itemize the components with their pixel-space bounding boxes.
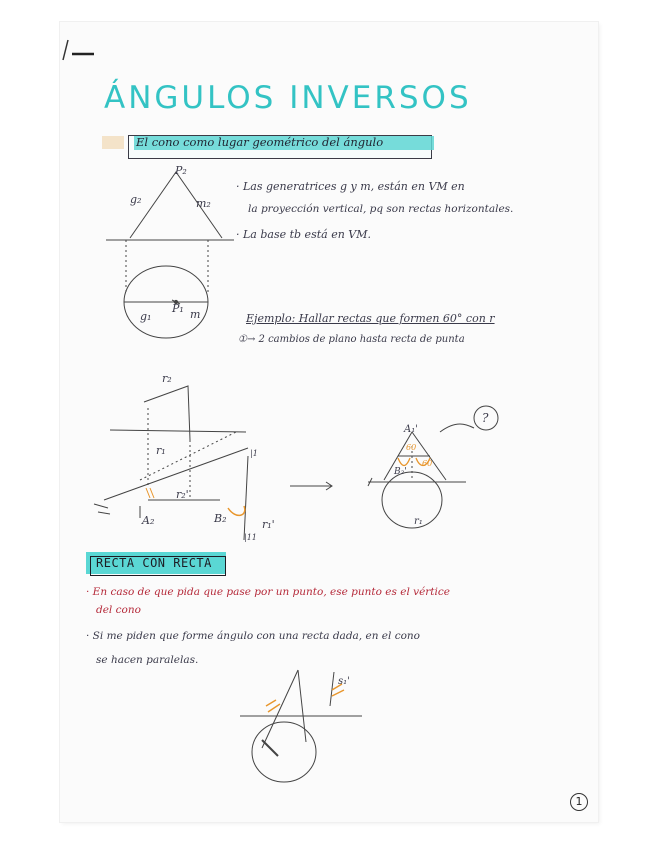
label-sixty-2: 60 bbox=[422, 459, 433, 468]
note-line-1a: · Las generatrices g y m, están en VM en bbox=[236, 180, 465, 193]
label-plane-2: |11 bbox=[244, 533, 257, 542]
example-line-1: Ejemplo: Hallar rectas que formen 60° con r bbox=[246, 312, 495, 325]
orange-mark-b2 bbox=[228, 506, 245, 515]
label-b2: B₂ bbox=[214, 512, 227, 525]
label-sixty-1: 60 bbox=[406, 443, 417, 452]
result-cone-diagram bbox=[368, 406, 498, 528]
example-line-2: ①→ 2 cambios de plano hasta recta de punta bbox=[238, 334, 465, 345]
label-b2-prime: B₂' bbox=[394, 467, 407, 477]
arrow-icon bbox=[290, 482, 332, 490]
label-a2: A₂ bbox=[142, 514, 155, 527]
orange-parallel-marks-1 bbox=[266, 700, 280, 712]
label-p1: P₁ bbox=[172, 302, 184, 315]
rule-1-line-a: · En caso de que pida que pase por un punto, ese punto es el vértice bbox=[86, 586, 450, 598]
label-r1-prime: r₁' bbox=[262, 518, 275, 531]
label-r2: r₂ bbox=[162, 372, 172, 385]
label-p2: P₂ bbox=[175, 164, 187, 177]
label-r2-prime: r₂' bbox=[176, 488, 189, 501]
subtitle: El cono como lugar geométrico del ángulo bbox=[136, 135, 384, 149]
section-heading: RECTA CON RECTA bbox=[96, 556, 212, 570]
label-g1: g₁ bbox=[140, 310, 152, 323]
label-a1-prime: A₁' bbox=[404, 424, 418, 435]
rule-2-line-a: · Si me piden que forme ángulo con una recta dada, en el cono bbox=[86, 630, 420, 642]
cone-diagram bbox=[106, 172, 234, 338]
orange-ticks-a bbox=[146, 488, 154, 498]
label-s1-prime: s₁' bbox=[338, 676, 350, 687]
label-plane-1: |1 bbox=[250, 449, 258, 458]
label-question: ? bbox=[482, 411, 489, 425]
label-m1: m bbox=[190, 308, 201, 321]
label-r1: r₁ bbox=[156, 444, 166, 457]
label-g2: g₂ bbox=[130, 193, 142, 206]
page-number: 1 bbox=[570, 793, 588, 811]
note-line-2: · La base tb está en VM. bbox=[236, 228, 371, 241]
label-r1-result: r₁ bbox=[414, 516, 423, 527]
rule-1-line-b: del cono bbox=[96, 604, 141, 616]
note-line-1b: la proyección vertical, pq son rectas horizontales. bbox=[248, 203, 514, 215]
page-title: ÁNGULOS INVERSOS bbox=[104, 80, 472, 116]
rule-2-line-b: se hacen paralelas. bbox=[96, 654, 199, 666]
label-m2: m₂ bbox=[196, 197, 211, 210]
